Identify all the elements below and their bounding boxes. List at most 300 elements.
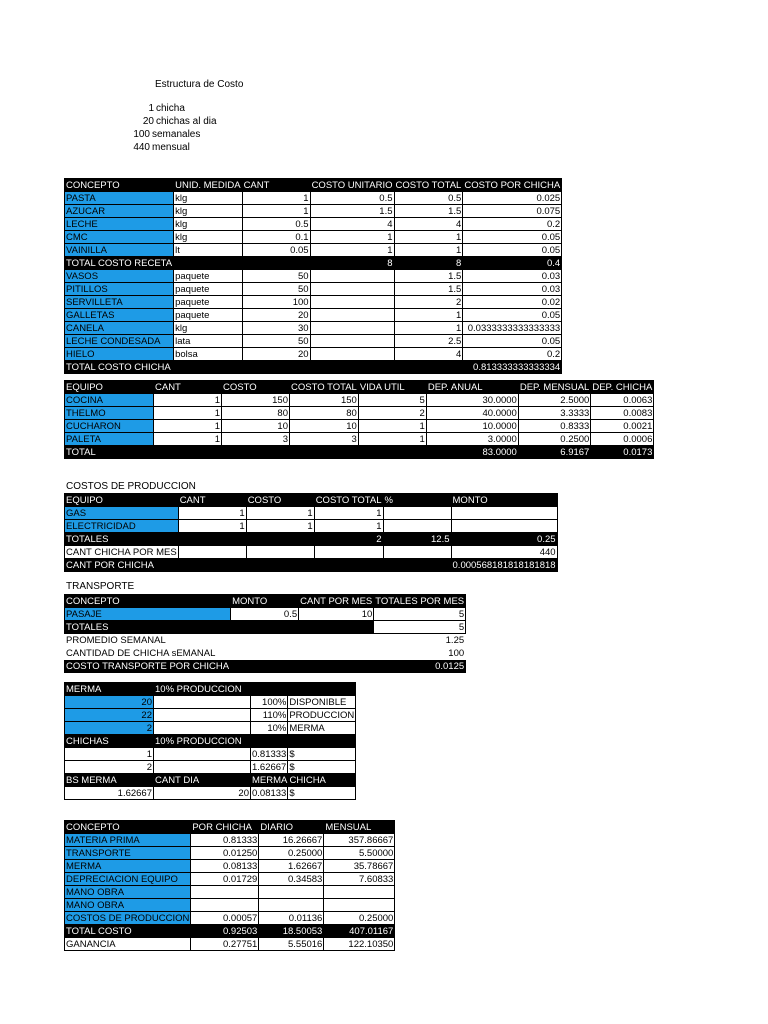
table-cell[interactable]: 150 xyxy=(222,394,290,407)
table-cell[interactable]: TRANSPORTE xyxy=(65,847,191,860)
total-label: TOTAL COSTO CHICHA xyxy=(65,361,174,374)
table-cell[interactable]: 1 xyxy=(242,192,310,205)
table-row xyxy=(65,761,356,774)
table-cell[interactable]: 4 xyxy=(394,218,463,231)
table-cell[interactable]: 0.08133 xyxy=(252,787,287,799)
table-cell[interactable]: 1.62667 xyxy=(259,860,324,873)
table-cell xyxy=(299,621,374,634)
table-cell[interactable]: 1.25 xyxy=(445,634,465,646)
table-cell[interactable]: 1 xyxy=(394,231,463,244)
table-cell[interactable]: 1 xyxy=(154,407,222,420)
header-cell: COSTO TOTAL xyxy=(315,494,382,506)
table-row xyxy=(65,348,562,361)
table-row xyxy=(65,335,562,348)
table-cell[interactable]: 3 xyxy=(290,433,359,446)
table-cell[interactable]: 4 xyxy=(394,348,463,361)
header-cell: 10% PRODUCCION xyxy=(154,735,251,748)
table-cell[interactable]: 1 xyxy=(178,520,246,533)
table-cell[interactable]: 0.03 xyxy=(463,270,562,283)
table-cell[interactable]: 0.1 xyxy=(242,231,310,244)
table-header-row xyxy=(65,381,654,394)
table-cell[interactable]: MATERIA PRIMA xyxy=(65,834,191,847)
table-row xyxy=(65,873,395,886)
header-cell: DEP. ANUAL xyxy=(426,381,518,394)
table-row xyxy=(65,507,558,520)
table-cell[interactable]: 1.5 xyxy=(394,270,463,283)
table-cell: 0.813333333333334 xyxy=(463,361,562,374)
header-cell: DIARIO xyxy=(259,821,324,834)
table-cell[interactable]: 0.01250 xyxy=(191,847,259,860)
table-cell[interactable]: PRODUCCION xyxy=(289,709,355,721)
table-cell[interactable]: 5.55016 xyxy=(259,938,324,951)
table-cell[interactable]: DISPONIBLE xyxy=(288,696,356,709)
table-cell[interactable]: 5 xyxy=(358,394,426,407)
table-cell[interactable]: 1 xyxy=(154,420,222,433)
table-cell[interactable]: 1.5 xyxy=(394,205,463,218)
table-cell[interactable]: lt xyxy=(174,244,242,257)
table-cell[interactable]: 1 xyxy=(178,507,246,520)
table-cell[interactable] xyxy=(310,348,394,361)
table-cell[interactable]: 0.05 xyxy=(463,309,562,322)
table-header-row xyxy=(65,774,356,787)
table-cell: 18.50053 xyxy=(259,925,324,938)
transporte-table xyxy=(64,594,466,673)
table-row xyxy=(65,899,395,912)
table-cell[interactable] xyxy=(310,335,394,348)
table-cell[interactable] xyxy=(451,507,557,520)
header-cell: MERMA xyxy=(65,683,154,696)
table-cell[interactable]: 1 xyxy=(314,507,383,520)
resumen-table xyxy=(64,820,395,951)
table-cell[interactable]: 0.8333 xyxy=(518,420,591,433)
table-row xyxy=(65,231,562,244)
table-cell[interactable]: MANO OBRA xyxy=(65,899,191,912)
produccion-table xyxy=(64,493,558,572)
table-cell[interactable] xyxy=(324,886,395,899)
table-cell[interactable]: 7.60833 xyxy=(324,873,395,886)
table-cell[interactable] xyxy=(246,546,314,559)
table-cell[interactable]: 122.10350 xyxy=(324,938,395,951)
table-cell[interactable]: 2.5 xyxy=(394,335,463,348)
table-cell[interactable]: PASAJE xyxy=(65,608,231,621)
table-cell[interactable]: 0.05 xyxy=(463,244,562,257)
table-cell[interactable]: 0.0333333333333333 xyxy=(463,322,562,335)
header-cell: MONTO xyxy=(231,595,299,608)
header-cell: EQUIPO xyxy=(65,494,179,507)
table-cell[interactable] xyxy=(314,546,383,559)
table-cell[interactable]: CANTIDAD DE CHICHA sEMANAL xyxy=(66,647,216,659)
table-cell[interactable]: THELMO xyxy=(65,407,154,420)
intro-label: mensual xyxy=(152,142,190,153)
table-row xyxy=(65,433,654,446)
header-cell: COSTO TOTAL xyxy=(291,381,357,393)
intro-num: 1 xyxy=(148,103,154,114)
table-cell[interactable]: VASOS xyxy=(65,270,174,283)
table-cell xyxy=(394,361,463,374)
table-cell[interactable]: 0.01136 xyxy=(259,912,324,925)
table-cell[interactable]: 1 xyxy=(394,309,463,322)
total-row xyxy=(65,559,558,572)
total-label: COSTO TRANSPORTE POR CHICHA xyxy=(66,660,230,672)
table-cell[interactable] xyxy=(154,722,251,735)
table-cell[interactable]: 0.05 xyxy=(463,231,562,244)
table-cell[interactable]: GAS xyxy=(65,507,179,520)
table-cell[interactable]: 20 xyxy=(242,309,310,322)
table-cell: 6.9167 xyxy=(518,446,591,459)
table-cell[interactable] xyxy=(259,886,324,899)
table-cell[interactable]: 1 xyxy=(246,507,314,520)
table-row xyxy=(65,634,466,647)
table-cell[interactable]: 2 xyxy=(394,296,463,309)
table-cell[interactable]: CMC xyxy=(65,231,174,244)
table-cell xyxy=(242,257,310,270)
header-cell: CANT DIA xyxy=(154,774,251,787)
total-row xyxy=(65,446,654,459)
header-cell: COSTO UNITARIO xyxy=(311,179,393,191)
table-cell[interactable] xyxy=(310,270,394,283)
table-cell[interactable]: 1 xyxy=(310,231,394,244)
table-cell[interactable]: 2 xyxy=(358,407,426,420)
section-title: COSTOS DE PRODUCCION xyxy=(66,481,196,492)
table-cell xyxy=(246,559,314,572)
total-row xyxy=(65,533,558,546)
total-row xyxy=(65,925,395,938)
table-cell[interactable]: SERVILLETA xyxy=(65,296,174,309)
header-cell xyxy=(288,683,356,696)
table-cell[interactable]: 4 xyxy=(310,218,394,231)
table-cell[interactable]: COSTOS DE PRODUCCION xyxy=(66,912,190,924)
table-cell[interactable]: PALETA xyxy=(65,433,154,446)
table-cell[interactable]: 16.26667 xyxy=(259,834,324,847)
table-cell[interactable]: 30 xyxy=(242,322,310,335)
table-cell[interactable]: 1 xyxy=(65,748,154,761)
header-cell xyxy=(288,735,356,748)
table-cell[interactable]: paquete xyxy=(174,309,242,322)
table-cell[interactable] xyxy=(299,647,374,660)
table-cell[interactable]: 0.03 xyxy=(463,283,562,296)
table-cell xyxy=(290,446,359,459)
table-cell[interactable]: 0.2500 xyxy=(518,433,591,446)
table-cell[interactable] xyxy=(451,520,557,533)
header-cell: CHICHAS xyxy=(65,735,154,748)
table-cell[interactable]: GANANCIA xyxy=(65,938,191,951)
table-cell[interactable]: 0.2 xyxy=(463,218,562,231)
table-cell[interactable]: 2 xyxy=(65,722,154,735)
table-cell[interactable]: 0.5 xyxy=(310,192,394,205)
table-cell[interactable]: 10% xyxy=(251,722,288,735)
table-cell[interactable]: CANT CHICHA POR MES xyxy=(66,546,177,558)
table-cell[interactable]: 1 xyxy=(310,244,394,257)
table-cell[interactable]: GALLETAS xyxy=(65,309,174,322)
table-cell[interactable]: 3.0000 xyxy=(426,433,518,446)
table-row xyxy=(65,420,654,433)
table-cell: 5 xyxy=(374,621,466,634)
table-cell[interactable]: 357.86667 xyxy=(324,834,395,847)
header-cell: EQUIPO xyxy=(65,381,154,394)
header-cell: COSTO POR CHICHA xyxy=(464,179,561,191)
receta-table xyxy=(64,178,562,374)
table-cell[interactable]: lata xyxy=(174,335,242,348)
table-cell[interactable]: 1 xyxy=(154,394,222,407)
table-cell[interactable] xyxy=(191,899,259,912)
table-row xyxy=(65,647,466,660)
table-cell[interactable]: paquete xyxy=(174,283,242,296)
table-cell[interactable]: CANELA xyxy=(65,322,174,335)
table-cell[interactable]: 2.5000 xyxy=(518,394,591,407)
table-cell[interactable] xyxy=(383,546,451,559)
total-label: TOTALES xyxy=(65,533,179,546)
header-cell: CANT POR MES xyxy=(300,595,373,607)
table-cell[interactable] xyxy=(259,899,324,912)
table-cell[interactable]: 0.5 xyxy=(231,608,299,621)
total-label: TOTAL xyxy=(65,446,154,459)
table-cell[interactable]: 50 xyxy=(242,283,310,296)
total-row xyxy=(65,257,562,270)
table-cell[interactable]: 0.0021 xyxy=(591,420,654,433)
header-cell: VIDA UTIL xyxy=(358,381,426,394)
table-cell: 8 xyxy=(394,257,463,270)
table-header-row xyxy=(65,821,395,834)
table-cell[interactable]: 0.0063 xyxy=(591,394,654,407)
table-cell[interactable]: PASTA xyxy=(65,192,174,205)
table-cell[interactable]: 1.5 xyxy=(310,205,394,218)
table-cell[interactable] xyxy=(310,296,394,309)
table-row xyxy=(65,546,558,559)
table-cell: 2 xyxy=(314,533,383,546)
table-cell[interactable]: $ xyxy=(288,748,356,761)
table-cell[interactable] xyxy=(383,520,451,533)
table-cell[interactable]: LECHE xyxy=(65,218,174,231)
table-cell[interactable]: 150 xyxy=(290,394,359,407)
table-cell[interactable]: 3.3333 xyxy=(518,407,591,420)
table-cell[interactable]: HIELO xyxy=(65,348,174,361)
table-cell[interactable] xyxy=(231,634,299,647)
table-cell[interactable]: 10 xyxy=(290,420,359,433)
table-cell[interactable]: 10 xyxy=(222,420,290,433)
table-row xyxy=(65,748,356,761)
table-cell[interactable]: 2 xyxy=(65,761,154,774)
table-row xyxy=(65,394,654,407)
table-cell xyxy=(174,257,242,270)
table-cell[interactable]: ELECTRICIDAD xyxy=(65,520,179,533)
table-cell[interactable]: 1.5 xyxy=(394,283,463,296)
table-cell: 0.0173 xyxy=(591,446,654,459)
table-header-row xyxy=(65,683,356,696)
table-cell[interactable]: 1 xyxy=(154,433,222,446)
table-cell[interactable]: 1 xyxy=(314,520,383,533)
header-cell: TOTALES POR MES xyxy=(375,595,465,607)
table-row xyxy=(65,192,562,205)
table-cell[interactable]: 30.0000 xyxy=(426,394,518,407)
table-cell[interactable]: 5 xyxy=(374,608,466,621)
header-cell: CONCEPTO xyxy=(65,595,231,608)
table-cell[interactable]: 5.50000 xyxy=(324,847,395,860)
table-cell[interactable]: 0.34583 xyxy=(259,873,324,886)
total-row xyxy=(65,361,562,374)
table-cell[interactable]: 100% xyxy=(251,696,288,709)
table-cell[interactable]: 0.05 xyxy=(463,335,562,348)
total-row xyxy=(65,621,466,634)
table-header-row xyxy=(65,595,466,608)
table-row xyxy=(65,283,562,296)
table-cell[interactable]: 0.2 xyxy=(463,348,562,361)
table-cell[interactable]: LECHE CONDESADA xyxy=(65,335,174,348)
table-cell[interactable]: 1.62667 xyxy=(65,787,154,800)
table-cell[interactable]: klg xyxy=(174,192,242,205)
table-cell[interactable]: 110% xyxy=(251,709,288,722)
table-cell[interactable]: 0.075 xyxy=(463,205,562,218)
table-cell[interactable] xyxy=(310,322,394,335)
sheet-title: Estructura de Costo xyxy=(155,79,244,90)
table-cell xyxy=(222,446,290,459)
table-cell[interactable]: 10 xyxy=(299,608,374,621)
table-cell[interactable] xyxy=(178,546,246,559)
table-cell: 0.0125 xyxy=(374,660,466,673)
table-cell[interactable]: 3 xyxy=(222,433,290,446)
table-cell[interactable]: 1 xyxy=(394,322,463,335)
table-row xyxy=(65,296,562,309)
table-cell[interactable]: VAINILLA xyxy=(65,244,174,257)
table-row xyxy=(65,912,395,925)
table-cell[interactable] xyxy=(154,709,251,722)
table-cell[interactable]: MERMA xyxy=(65,860,191,873)
table-cell[interactable]: 0.5 xyxy=(394,192,463,205)
header-cell: 10% PRODUCCION xyxy=(154,683,251,696)
table-header-row xyxy=(65,735,356,748)
table-row xyxy=(65,244,562,257)
table-cell xyxy=(358,446,426,459)
table-cell[interactable]: 0.25000 xyxy=(324,912,395,925)
table-cell[interactable] xyxy=(324,899,395,912)
table-cell xyxy=(178,559,246,572)
table-cell: 407.01167 xyxy=(324,925,395,938)
table-cell[interactable]: 80 xyxy=(290,407,359,420)
table-cell[interactable]: 0.02 xyxy=(463,296,562,309)
table-cell[interactable]: 35.78667 xyxy=(324,860,395,873)
table-cell[interactable]: MANO OBRA xyxy=(65,886,191,899)
table-cell[interactable]: 80 xyxy=(222,407,290,420)
table-cell[interactable]: 100 xyxy=(448,647,465,659)
table-cell[interactable]: PROMEDIO SEMANAL xyxy=(66,634,166,646)
table-cell[interactable] xyxy=(310,309,394,322)
table-cell[interactable]: 0.0083 xyxy=(591,407,654,420)
table-cell[interactable]: 0.025 xyxy=(463,192,562,205)
table-cell[interactable]: 0.5 xyxy=(242,218,310,231)
table-row xyxy=(65,309,562,322)
table-row xyxy=(65,205,562,218)
table-row xyxy=(65,938,395,951)
table-cell[interactable]: 0.08133 xyxy=(191,860,259,873)
table-cell xyxy=(154,446,222,459)
header-cell: POR CHICHA xyxy=(191,821,259,834)
table-row xyxy=(65,218,562,231)
table-cell[interactable]: $ xyxy=(288,761,356,774)
header-cell: MERMA CHICHA xyxy=(251,774,356,787)
section-title: TRANSPORTE xyxy=(66,581,135,592)
table-cell[interactable]: 1 xyxy=(394,244,463,257)
intro-num: 20 xyxy=(142,116,154,127)
table-cell[interactable]: 0.05 xyxy=(242,244,310,257)
table-cell[interactable]: klg xyxy=(174,231,242,244)
table-cell[interactable]: COCINA xyxy=(65,394,154,407)
header-cell xyxy=(251,735,288,748)
table-cell[interactable]: DEPRECIACION EQUIPO xyxy=(65,873,191,886)
table-cell[interactable] xyxy=(383,507,451,520)
table-cell[interactable]: 1 xyxy=(242,205,310,218)
table-cell[interactable]: $ xyxy=(288,787,356,800)
total-label: TOTALES xyxy=(65,621,231,634)
table-cell xyxy=(178,533,246,546)
header-cell: DEP. CHICHA xyxy=(592,381,653,393)
table-cell[interactable]: 0.0006 xyxy=(591,433,654,446)
table-cell[interactable]: 50 xyxy=(242,270,310,283)
table-cell[interactable]: 20 xyxy=(65,696,154,709)
table-cell: 12.5 xyxy=(383,533,451,546)
table-cell[interactable]: 440 xyxy=(451,546,557,559)
table-cell: 0.92503 xyxy=(191,925,259,938)
table-cell[interactable]: 0.81333 xyxy=(191,834,259,847)
table-cell[interactable] xyxy=(310,283,394,296)
table-cell[interactable]: PITILLOS xyxy=(65,283,174,296)
table-cell[interactable]: 10.0000 xyxy=(426,420,518,433)
table-cell xyxy=(242,361,310,374)
table-cell[interactable]: bolsa xyxy=(174,348,242,361)
header-cell: DEP. MENSUAL xyxy=(519,381,590,393)
table-cell[interactable]: paquete xyxy=(174,270,242,283)
total-label: CANT POR CHICHA xyxy=(65,559,179,572)
table-cell[interactable]: AZUCAR xyxy=(65,205,174,218)
table-cell[interactable] xyxy=(299,634,374,647)
table-cell[interactable] xyxy=(231,647,299,660)
table-cell[interactable]: 20 xyxy=(154,787,251,800)
table-cell[interactable]: 100 xyxy=(242,296,310,309)
table-cell xyxy=(174,361,242,374)
table-cell[interactable]: 20 xyxy=(242,348,310,361)
table-cell[interactable]: klg xyxy=(174,218,242,231)
table-row xyxy=(65,407,654,420)
table-cell[interactable]: 0.00057 xyxy=(191,912,259,925)
table-cell[interactable]: 1 xyxy=(358,420,426,433)
header-cell: CANT xyxy=(242,179,310,192)
table-cell[interactable]: 1.62667 xyxy=(252,761,287,773)
table-cell[interactable]: CUCHARON xyxy=(65,420,154,433)
table-cell[interactable]: 50 xyxy=(242,335,310,348)
table-cell[interactable]: 1 xyxy=(246,520,314,533)
table-cell[interactable]: 0.01729 xyxy=(191,873,259,886)
table-cell[interactable]: 0.27751 xyxy=(191,938,259,951)
table-cell[interactable]: 0.25000 xyxy=(259,847,324,860)
header-cell: CONCEPTO xyxy=(65,821,191,834)
table-cell[interactable] xyxy=(154,696,251,709)
table-cell[interactable]: 1 xyxy=(358,433,426,446)
table-cell[interactable]: 0.81333 xyxy=(252,748,287,760)
table-cell[interactable]: paquete xyxy=(174,296,242,309)
table-row xyxy=(65,608,466,621)
header-cell: MENSUAL xyxy=(324,821,395,834)
table-cell[interactable] xyxy=(191,886,259,899)
table-row xyxy=(65,520,558,533)
table-row xyxy=(65,322,562,335)
table-cell[interactable]: MERMA xyxy=(288,722,356,735)
table-cell[interactable]: klg xyxy=(174,205,242,218)
table-cell[interactable] xyxy=(154,748,251,761)
table-cell[interactable] xyxy=(154,761,251,774)
table-cell: 0.4 xyxy=(463,257,562,270)
table-cell[interactable]: 22 xyxy=(65,709,154,722)
table-cell[interactable]: 40.0000 xyxy=(426,407,518,420)
header-cell: COSTO xyxy=(222,381,290,394)
table-cell[interactable]: klg xyxy=(174,322,242,335)
